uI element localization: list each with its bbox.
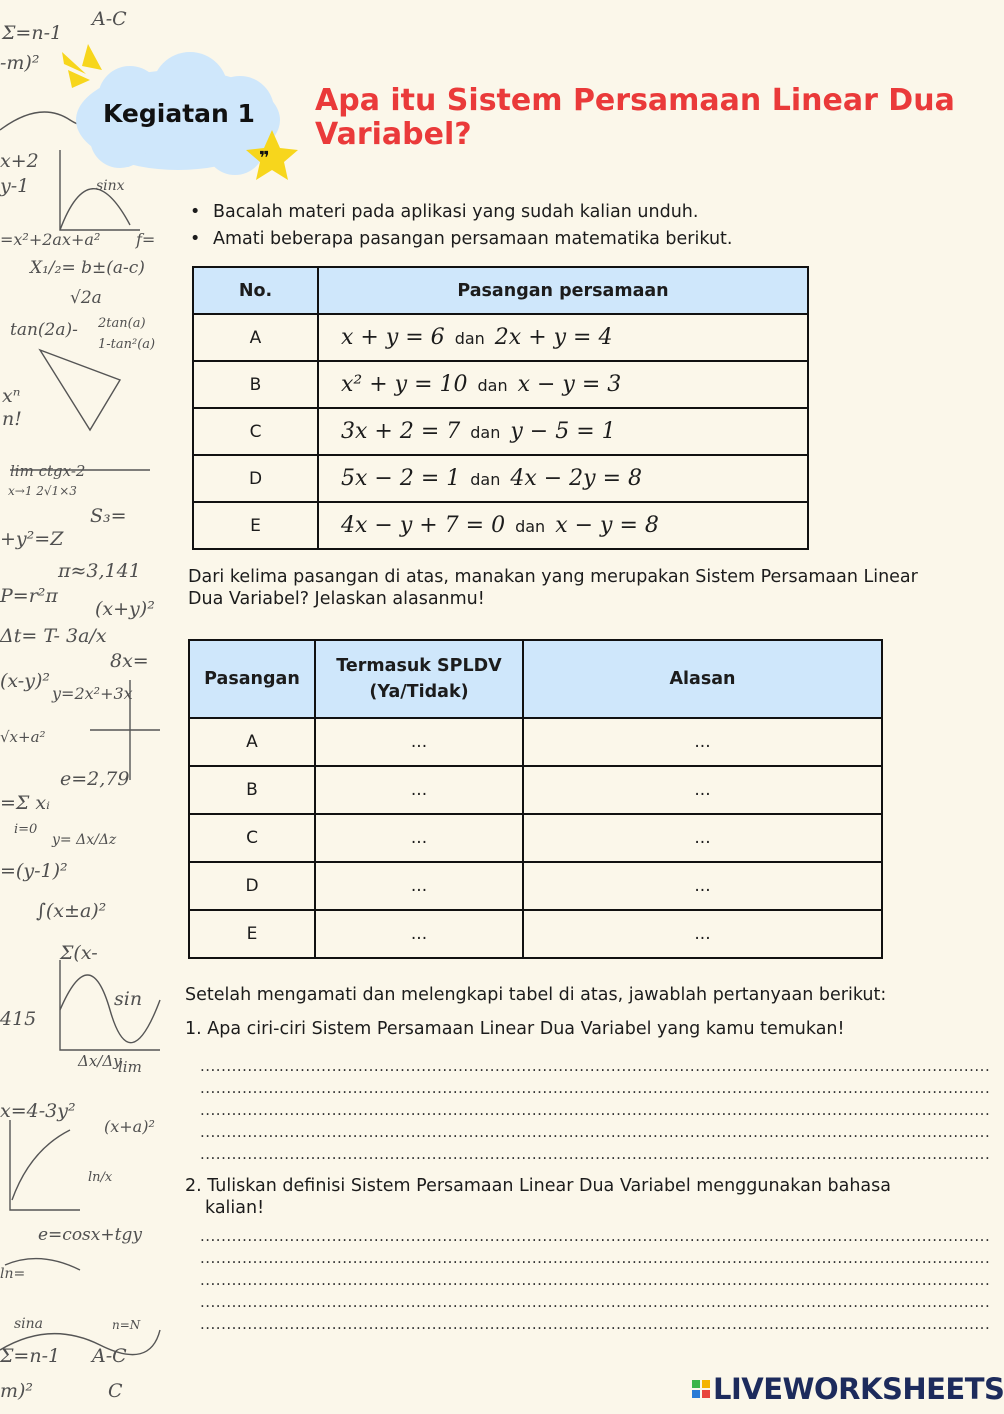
math-scribble: i=0 [14,822,38,837]
answer-line-q1[interactable]: ...................................................................................................................................................... [200,1057,991,1075]
math-scribble: n! [2,408,22,430]
equation-pair [318,502,808,549]
answer-line-q1[interactable]: ...................................................................................................................................................... [200,1123,991,1141]
connector: dan [477,376,508,395]
math-scribble: x→1 2√1×3 [8,484,77,498]
answer-line-q2[interactable]: ...................................................................................................................................................... [200,1293,991,1311]
math-scribble: tan(2a)- [10,320,78,340]
math-scribble: m)² [0,1380,34,1402]
liveworksheets-logo [692,1372,1004,1406]
math-scribble: Δx/Δy [78,1052,122,1070]
table-header-row [193,267,808,314]
column-header-pair: Pasangan [189,640,315,718]
math-scribble: A-C [92,1345,127,1367]
math-scribble: 2tan(a) [98,316,146,331]
equation-2: x − y = 3 [517,372,622,397]
math-scribble: -m)² [0,52,40,74]
connector: dan [515,517,546,536]
question-2-line2: kalian! [205,1198,265,1218]
column-header-spldv-line1: Termasuk SPLDV [336,656,502,676]
pair-label: D [189,862,315,910]
math-scribble: sin [114,988,143,1010]
math-scribble: Σ(x- [60,942,98,964]
spldv-answer-field[interactable]: ... [315,862,523,910]
spldv-answer-field[interactable]: ... [315,718,523,766]
pair-label: B [189,766,315,814]
equation-pair [318,361,808,408]
math-scribble: X₁/₂= b±(a-c) [30,258,145,278]
spldv-answer-field[interactable]: ... [315,814,523,862]
math-scribble: (x+y)² [95,598,155,620]
answer-line-q2[interactable]: ...................................................................................................................................................... [200,1315,991,1333]
math-scribble: x+2 [0,150,39,172]
reason-answer-field[interactable]: ... [523,718,882,766]
math-scribble: (x-y)² [0,670,50,692]
table-row [189,766,882,814]
math-scribble: (x+a)² [104,1117,155,1136]
column-header-spldv [315,640,523,718]
spldv-answer-field[interactable]: ... [315,910,523,958]
table-row [193,408,808,455]
equation-1: x² + y = 10 [341,372,468,397]
equation-1: 3x + 2 = 7 [341,419,461,444]
equation-pairs-table [192,266,809,550]
math-scribble: π≈3,141 [58,560,141,582]
math-scribble: e=2,79 [60,768,130,790]
math-scribble: √x+a² [0,728,46,746]
column-header-pair: Pasangan persamaan [318,267,808,314]
math-scribble: lim ctgx-2 [10,462,86,480]
answer-line-q2[interactable]: ...................................................................................................................................................... [200,1271,991,1289]
table-row [189,910,882,958]
row-label: E [193,502,318,549]
math-scribble: +y²=Z [0,528,64,550]
math-scribble: n=N [112,1318,141,1332]
row-label: B [193,361,318,408]
math-scribble: √2a [70,288,102,308]
spldv-answer-field[interactable]: ... [315,766,523,814]
table-row [193,361,808,408]
equation-1: 5x − 2 = 1 [341,466,461,491]
math-scribble: P=r²π [0,585,58,607]
math-scribble: lim [118,1058,142,1076]
column-header-reason: Alasan [523,640,882,718]
spldv-answer-table [188,639,883,959]
question-2-line1: 2. Tuliskan definisi Sistem Persamaan Linear Dua Variabel menggunakan bahasa [185,1176,891,1196]
math-scribble: Σ=n-1 [2,22,63,44]
table-row [189,814,882,862]
equation-1: 4x − y + 7 = 0 [341,513,506,538]
table-row [193,314,808,361]
math-scribble: S₃= [90,505,127,527]
math-scribble: 1-tan²(a) [98,337,156,352]
equation-2: x − y = 8 [555,513,659,538]
math-scribble: A-C [92,8,127,30]
column-header-no: No. [193,267,318,314]
instruction-list [188,200,732,254]
equation-pair [318,314,808,361]
answer-line-q1[interactable]: ...................................................................................................................................................... [200,1101,991,1119]
table-row [193,455,808,502]
table-header-row [189,640,882,718]
math-scribble: y= Δx/Δz [52,832,117,848]
row-label: A [193,314,318,361]
answer-line-q1[interactable]: ...................................................................................................................................................... [200,1079,991,1097]
math-doodle-strip [0,0,160,1414]
column-header-spldv-line2: (Ya/Tidak) [369,682,469,702]
equation-2: y − 5 = 1 [510,419,616,444]
row-label: C [193,408,318,455]
page-title: Apa itu Sistem Persamaan Linear Dua Variabel? [315,83,955,152]
math-scribble: ln/x [88,1170,113,1185]
svg-text:❞: ❞ [259,148,270,169]
math-scribble: sina [14,1316,44,1332]
connector: dan [470,470,501,489]
connector: dan [470,423,501,442]
math-scribble: C [108,1380,123,1402]
math-scribble: y=2x²+3x [52,684,133,703]
answer-line-q2[interactable]: ...................................................................................................................................................... [200,1249,991,1267]
equation-pair [318,455,808,502]
equation-pair [318,408,808,455]
math-scribble: Δt= T- 3a/x [0,625,107,647]
table-row [193,502,808,549]
math-scribble: ∫(x±a)² [36,900,107,922]
math-scribble: xⁿ [2,385,21,407]
question-1: 1. Apa ciri-ciri Sistem Persamaan Linear Dua Variabel yang kamu temukan! [185,1019,845,1039]
math-scribble: =x²+2ax+a² [0,230,101,249]
pair-label: A [189,718,315,766]
connector: dan [454,329,485,348]
reason-answer-field[interactable]: ... [523,862,882,910]
liveworksheets-logo-text: LIVEWORKSHEETS [713,1372,1004,1406]
math-scribble: f= [136,230,156,249]
pair-label: C [189,814,315,862]
row-label: D [193,455,318,502]
activity-badge-label: Kegiatan 1 [103,99,255,128]
pair-label: E [189,910,315,958]
equation-2: 4x − 2y = 8 [510,466,643,491]
doodle-lines [0,0,160,1414]
math-scribble: =(y-1)² [0,860,68,882]
table-row [189,718,882,766]
instruction-item: • Bacalah materi pada aplikasi yang sudah kalian unduh. [188,200,732,227]
liveworksheets-logo-icon [692,1380,710,1398]
math-scribble: ln= [0,1266,26,1282]
math-scribble: y-1 [0,175,30,197]
reason-answer-field[interactable]: ... [523,910,882,958]
math-scribble: 8x= [110,650,149,672]
answer-line-q2[interactable]: ...................................................................................................................................................... [200,1227,991,1245]
answer-line-q1[interactable]: ...................................................................................................................................................... [200,1145,991,1163]
math-scribble: 415 [0,1008,37,1030]
math-scribble: Σ=n-1 [0,1345,61,1367]
table-row [189,862,882,910]
math-scribble: e=cosx+tgy [38,1225,142,1245]
question-intro: Dari kelima pasangan di atas, manakan yang merupakan Sistem Persamaan Linear Dua Variabel? Jelaskan alasanmu! [188,567,918,609]
followup-intro: Setelah mengamati dan melengkapi tabel di atas, jawablah pertanyaan berikut: [185,985,887,1005]
math-scribble: sinx [96,178,125,194]
math-scribble: x=4-3y² [0,1100,76,1122]
instruction-item: • Amati beberapa pasangan persamaan matematika berikut. [188,227,732,254]
equation-2: 2x + y = 4 [494,325,613,350]
equation-1: x + y = 6 [341,325,445,350]
reason-answer-field[interactable]: ... [523,814,882,862]
reason-answer-field[interactable]: ... [523,766,882,814]
math-scribble: =Σ xᵢ [0,792,50,814]
